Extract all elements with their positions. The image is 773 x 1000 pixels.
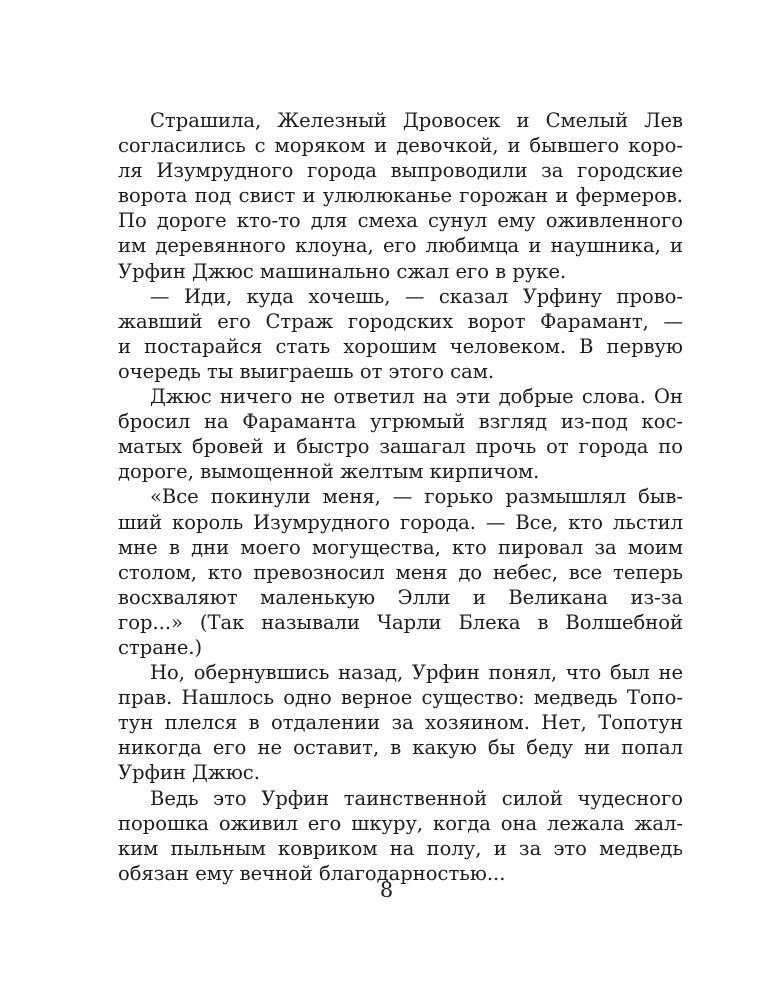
text-line: ким пыльным ковриком на полу, и за это медведь [118, 836, 683, 860]
page-text [118, 108, 683, 886]
text-line: тун плелся в отдалении за хозяином. Нет, Топотун [118, 711, 683, 735]
text-line: — Иди, куда хочешь, — сказал Урфину прово- [150, 284, 683, 308]
paragraph-5 [118, 660, 683, 785]
text-line: гор...» (Так называли Чарли Блека в Волшебной [118, 610, 683, 634]
text-line: Урфин Джюс. [118, 761, 260, 785]
text-line: Ведь это Урфин таинственной силой чудесного [150, 786, 683, 810]
text-line: ворота под свист и улюлюканье горожан и фермеров. [118, 184, 683, 208]
paragraph-3 [118, 384, 683, 484]
text-line: и постарайся стать хорошим человеком. В первую [118, 334, 683, 358]
text-line: им деревянного клоуна, его любимца и наушника, и [118, 234, 683, 258]
text-line: прав. Нашлось одно верное существо: медведь Топо- [118, 686, 683, 710]
paragraph-1 [118, 108, 683, 284]
text-line: матых бровей и быстро зашагал прочь от города по [118, 435, 683, 459]
text-line: обязан ему вечной благодарностью... [118, 861, 506, 885]
text-line: восхваляют маленькую Элли и Великана из-за [118, 585, 683, 609]
text-line: порошка оживил его шкуру, когда она лежала жал- [118, 811, 683, 835]
text-line: Страшила, Железный Дровосек и Смелый Лев [150, 109, 683, 132]
text-line: столом, кто превозносил меня до небес, все теперь [118, 560, 683, 584]
text-line: ля Изумрудного города выпроводили за городские [118, 159, 683, 183]
paragraph-4 [118, 484, 683, 660]
text-line: согласились с моряком и девочкой, и бывшего коро- [118, 134, 683, 158]
page-number: 8 [379, 878, 394, 902]
text-line: Но, обернувшись назад, Урфин понял, что был не [150, 661, 683, 685]
text-line: мне в дни моего могущества, кто пировал за моим [118, 535, 683, 559]
text-line: ший король Изумрудного города. — Все, кто льстил [118, 510, 683, 534]
text-line: очередь ты выиграешь от этого сам. [118, 359, 495, 383]
text-line: дороге, вымощенной желтым кирпичом. [118, 460, 540, 484]
text-line: жавший его Страж городских ворот Фарамант, — [118, 309, 683, 333]
text-line: никогда его не оставит, в какую бы беду ни попал [118, 736, 683, 760]
text-line: стране.) [118, 635, 203, 659]
text-line: «Все покинули меня, — горько размышлял быв- [150, 485, 683, 509]
paragraph-6 [118, 786, 683, 886]
paragraph-2 [118, 284, 683, 384]
text-line: По дороге кто-то для смеха сунул ему оживленного [118, 209, 683, 233]
text-line: бросил на Фараманта угрюмый взгляд из-под кос- [118, 410, 683, 434]
text-line: Джюс ничего не ответил на эти добрые слова. Он [150, 385, 683, 409]
text-line: Урфин Джюс машинально сжал его в руке. [118, 259, 567, 283]
